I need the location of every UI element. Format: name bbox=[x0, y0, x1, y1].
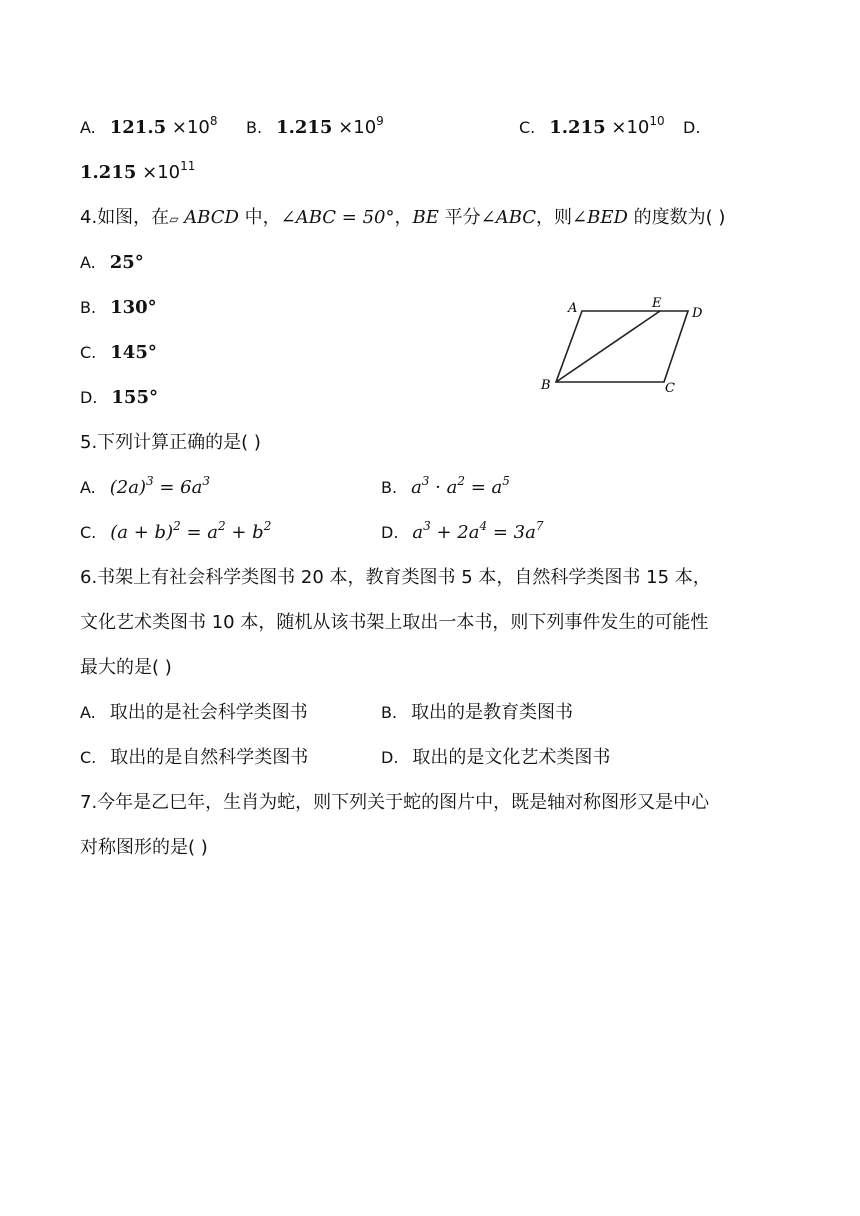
q6-option-c-label: C. bbox=[80, 748, 97, 767]
q6-stem-line-2: 文化艺术类图书 10 本，随机从该书架上取出一本书，则下列事件发生的可能性 bbox=[80, 612, 709, 633]
q6-stem-line-1: 6.书架上有社会科学类图书 20 本，教育类图书 5 本，自然科学类图书 15 本， bbox=[80, 567, 711, 588]
q4-option-d-text: 155° bbox=[111, 387, 158, 408]
q4-option-c bbox=[80, 341, 157, 365]
q4-angle-bed: ∠BED bbox=[572, 207, 628, 228]
vertex-label-b: B bbox=[541, 378, 551, 393]
q4-option-a bbox=[80, 251, 144, 275]
q3-option-d-label-row bbox=[683, 116, 714, 140]
q4-option-a-label: A. bbox=[80, 253, 96, 272]
q6-option-b bbox=[381, 701, 573, 725]
q6-option-d bbox=[381, 746, 610, 770]
q4-option-a-text: 25° bbox=[109, 252, 144, 273]
q3-option-b-label: B. bbox=[246, 118, 263, 137]
q5-option-c-label: C. bbox=[80, 523, 97, 542]
q6-option-d-text: 取出的是文化艺术类图书 bbox=[412, 747, 611, 768]
q5-stem: 5.下列计算正确的是( ) bbox=[80, 432, 261, 453]
q5-option-d-formula: $a^3 + 2a^4 = 3a^7$ bbox=[412, 519, 544, 543]
q6-option-b-text: 取出的是教育类图书 bbox=[411, 702, 574, 723]
q5-option-a-label: A. bbox=[80, 478, 96, 497]
q5-option-b-formula: $a^3 \cdot a^2 = a^5$ bbox=[411, 474, 510, 498]
q5-option-d-label: D. bbox=[381, 523, 399, 542]
q6-option-c-text: 取出的是自然科学类图书 bbox=[110, 747, 309, 768]
q3-option-b bbox=[246, 116, 384, 140]
q6-option-a bbox=[80, 701, 308, 725]
q3-option-b-times: ×10 bbox=[338, 117, 377, 138]
vertex-label-a: A bbox=[568, 301, 578, 316]
q5-option-a bbox=[80, 476, 210, 500]
q3-option-b-exponent: 9 bbox=[376, 114, 384, 128]
parallelogram-icon: ▱ bbox=[169, 212, 179, 226]
q3-option-d-value-row bbox=[80, 161, 195, 185]
q3-option-c-exponent: 10 bbox=[649, 114, 665, 128]
q7-stem-line-2: 对称图形的是( ) bbox=[80, 837, 208, 858]
vertex-label-e: E bbox=[652, 296, 662, 311]
q5-option-b-label: B. bbox=[381, 478, 398, 497]
q5-option-c bbox=[80, 521, 271, 545]
q3-option-a-exponent: 8 bbox=[209, 114, 218, 128]
q4-option-b-text: 130° bbox=[110, 297, 157, 318]
parallelogram-figure bbox=[536, 292, 720, 398]
vertex-label-d: D bbox=[692, 306, 703, 321]
q4-text-6: 的度数为( ) bbox=[627, 207, 726, 228]
q6-option-a-label: A. bbox=[80, 703, 96, 722]
q3-option-d-exponent: 11 bbox=[180, 159, 196, 173]
parallelogram-outline bbox=[556, 311, 688, 382]
q4-number: 4. bbox=[80, 207, 98, 228]
q5-option-a-formula: $(2a)^3 = 6a^3$ bbox=[109, 474, 210, 498]
q6-option-b-label: B. bbox=[381, 703, 398, 722]
q4-text-3: ， bbox=[394, 207, 413, 228]
q6-option-a-text: 取出的是社会科学类图书 bbox=[109, 702, 308, 723]
q4-text-5: ，则 bbox=[536, 207, 573, 228]
q4-stem bbox=[80, 206, 725, 231]
q5-option-b bbox=[381, 476, 510, 500]
q4-option-b-label: B. bbox=[80, 298, 97, 317]
segment-be bbox=[556, 311, 660, 382]
q6-stem-line-3: 最大的是( ) bbox=[80, 657, 172, 678]
q4-segment-be: BE bbox=[412, 207, 439, 228]
q3-option-d-mantissa: 1.215 bbox=[80, 162, 137, 183]
q4-angle-expr: ∠ABC = 50° bbox=[280, 207, 395, 228]
q3-option-c bbox=[519, 116, 665, 140]
q5-option-c-formula: $(a + b)^2 = a^2 + b^2$ bbox=[110, 519, 272, 543]
q4-option-d-label: D. bbox=[80, 388, 98, 407]
q3-option-c-label: C. bbox=[519, 118, 536, 137]
q3-options-row bbox=[80, 116, 218, 140]
vertex-label-c: C bbox=[665, 381, 675, 396]
q4-text-1: 如图，在 bbox=[97, 207, 170, 228]
q4-text-4: 平分 bbox=[438, 207, 481, 228]
q4-shape: ABCD bbox=[184, 207, 239, 228]
q3-option-b-mantissa: 1.215 bbox=[276, 117, 333, 138]
q6-option-c bbox=[80, 746, 308, 770]
q4-option-d bbox=[80, 386, 158, 410]
q6-option-d-label: D. bbox=[381, 748, 399, 767]
q4-text-2: 中， bbox=[238, 207, 281, 228]
q3-option-d-times: ×10 bbox=[142, 162, 181, 183]
q3-option-a-times: ×10 bbox=[171, 117, 210, 138]
q4-option-c-text: 145° bbox=[110, 342, 157, 363]
q3-option-c-times: ×10 bbox=[611, 117, 650, 138]
q3-option-d-label: D. bbox=[683, 118, 701, 137]
q4-option-c-label: C. bbox=[80, 343, 97, 362]
q4-option-b bbox=[80, 296, 157, 320]
q3-option-c-mantissa: 1.215 bbox=[549, 117, 606, 138]
q3-option-a-mantissa: 121.5 bbox=[109, 117, 167, 138]
q3-option-a-label: A. bbox=[80, 118, 96, 137]
q7-stem-line-1: 7.今年是乙巳年，生肖为蛇，则下列关于蛇的图片中，既是轴对称图形又是中心 bbox=[80, 792, 710, 813]
q4-angle-abc: ∠ABC bbox=[480, 207, 537, 228]
q5-option-d bbox=[381, 521, 544, 545]
